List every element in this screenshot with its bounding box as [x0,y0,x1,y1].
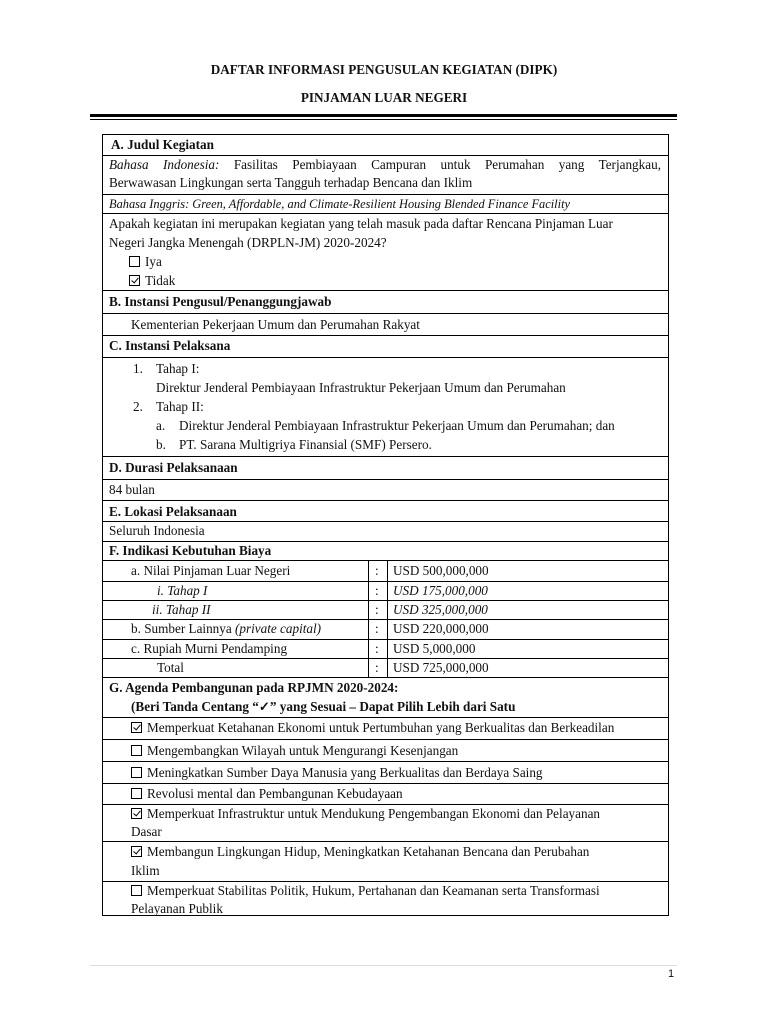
cost-label-stage2: ii. Tahap II [152,602,211,617]
agenda-item-7[interactable] [131,883,600,899]
agenda-item-2[interactable] [131,743,458,759]
cost-row-stage2 [103,600,668,620]
agenda-checkbox-checked[interactable] [131,846,142,857]
cost-row-stage1 [103,581,668,601]
agenda-item [103,841,668,881]
agenda-checkbox[interactable] [131,745,142,756]
agenda-item-label: Memperkuat Stabilitas Politik, Hukum, Pertahanan dan Keamanan serta Transformasi [147,883,600,898]
header-rule-thick [90,114,677,117]
stage2-item-a-marker: a. [156,418,166,433]
cost-label-other [131,621,321,637]
cost-colon: : [375,602,379,617]
section-a-heading: A. Judul Kegiatan [111,137,214,152]
drpln-question-line2: Negeri Jangka Menengah (DRPLN-JM) 2020-2024? [109,235,387,250]
agenda-checkbox[interactable] [131,767,142,778]
agenda-checkbox[interactable] [131,885,142,896]
stage2-item-a: Direktur Jenderal Pembiayaan Infrastruktur Pekerjaan Umum dan Perumahan; dan [179,418,615,433]
section-e-heading: E. Lokasi Pelaksanaan [109,504,237,519]
section-f-heading-row [103,541,668,560]
footer-rule [90,965,677,966]
section-g-heading: G. Agenda Pembangunan pada RPJMN 2020-2024: [109,680,399,695]
dipk-table [102,134,669,916]
cost-label-stage1: i. Tahap I [157,583,208,598]
agenda-item-label: Meningkatkan Sumber Daya Manusia yang Berkualitas dan Berdaya Saing [147,765,543,780]
section-g-instruction: (Beri Tanda Centang “✓” yang Sesuai – Dapat Pilih Lebih dari Satu [131,699,516,714]
cost-colon: : [375,621,379,636]
agenda-item-label: Memperkuat Infrastruktur untuk Mendukung Pengembangan Ekonomi dan Pelayanan [147,806,601,821]
stage2-number: 2. [133,399,143,414]
cost-value-loan: USD 500,000,000 [393,563,489,578]
agenda-item-6-line2: Iklim [131,863,160,878]
english-title: Bahasa Inggris: Green, Affordable, and Climate-Resilient Housing Blended Finance Facility [109,197,571,211]
section-d-heading: D. Durasi Pelaksanaan [109,460,238,475]
indonesian-title-line2: Berwawasan Lingkungan serta Tangguh terhadap Bencana dan Iklim [109,175,473,190]
section-c-heading-row [103,335,668,357]
agenda-item-5[interactable] [131,806,600,822]
stage1-executor: Direktur Jenderal Pembiayaan Infrastruktur Pekerjaan Umum dan Perumahan [156,380,566,395]
agenda-checkbox-checked[interactable] [131,808,142,819]
indonesian-title-line1 [109,157,661,173]
cost-colon: : [375,583,379,598]
drpln-question-line1: Apakah kegiatan ini merupakan kegiatan yang telah masuk pada daftar Rencana Pinjaman Luar [109,216,613,231]
stage2-item-b-marker: b. [156,437,166,452]
page-number: 1 [668,968,675,980]
agenda-item [103,761,668,783]
proposing-agency: Kementerian Pekerjaan Umum dan Perumahan Rakyat [131,317,420,332]
section-d-value-row [103,479,668,500]
cost-value-total: USD 725,000,000 [393,660,489,675]
agenda-item-6[interactable] [131,844,589,860]
section-a-indonesian-row [103,155,668,194]
agenda-item-label: Membangun Lingkungan Hidup, Meningkatkan Ketahanan Bencana dan Perubahan [147,844,590,859]
cost-row-loan [103,561,668,581]
section-f-heading-text: F. Indikasi Kebutuhan Biaya [109,543,272,558]
duration-value: 84 bulan [109,482,155,497]
stage1-label: Tahap I: [156,361,200,376]
section-e-value-row [103,521,668,541]
location-value: Seluruh Indonesia [109,523,205,538]
cost-label-loan: a. Nilai Pinjaman Luar Negeri [131,563,291,578]
section-b-heading: B. Instansi Pengusul/Penanggungjawab [109,294,332,309]
agenda-item-1[interactable] [131,720,614,736]
agenda-item [103,717,668,739]
section-b-value-row [103,313,668,335]
section-a-heading-row [103,135,668,155]
agenda-item [103,881,668,916]
cost-value-rupiah: USD 5,000,000 [393,641,476,656]
agenda-item-7-line2: Pelayanan Publik [131,901,223,916]
cost-row-rupiah [103,639,668,659]
document-subtitle: PINJAMAN LUAR NEGERI [300,90,468,105]
cost-colon: : [375,563,379,578]
cost-row-total [103,658,668,678]
stage1-number: 1. [133,361,143,376]
cost-label-other-italic: (private capital) [235,621,322,636]
section-c-content-row [103,357,668,456]
section-d-heading-row [103,456,668,479]
cost-label-rupiah: c. Rupiah Murni Pendamping [131,641,288,656]
agenda-item-4[interactable] [131,786,403,802]
document-title: DAFTAR INFORMASI PENGUSULAN KEGIATAN (DIPK) [210,62,558,77]
indonesian-title-text: Fasilitas Pembiayaan Campuran untuk Perumahan yang Terjangkau, [233,157,661,172]
agenda-item [103,804,668,841]
cost-label-total: Total [157,660,184,675]
section-e-heading-row [103,500,668,521]
agenda-item-label: Mengembangkan Wilayah untuk Mengurangi Kesenjangan [147,743,459,758]
agenda-item-5-line2: Dasar [131,824,162,839]
agenda-item-label: Memperkuat Ketahanan Ekonomi untuk Pertumbuhan yang Berkualitas dan Berkeadilan [147,720,615,735]
cost-row-other [103,619,668,639]
section-b-heading-row [103,290,668,313]
agenda-checkbox[interactable] [131,788,142,799]
indonesian-label: Bahasa Indonesia: [109,157,220,172]
section-a-question-row [103,213,668,290]
section-g-heading-row [103,677,668,717]
stage2-label: Tahap II: [156,399,204,414]
stage2-item-b: PT. Sarana Multigriya Finansial (SMF) Persero. [179,437,432,452]
cost-label-other-text: b. Sumber Lainnya [131,621,232,636]
agenda-item [103,783,668,804]
cost-value-other: USD 220,000,000 [393,621,489,636]
section-a-english-row [103,194,668,213]
section-c-heading: C. Instansi Pelaksana [109,338,231,353]
agenda-item [103,739,668,761]
header-rule-thin [90,119,677,120]
option-no[interactable] [129,273,175,289]
agenda-item-label: Revolusi mental dan Pembangunan Kebudayaan [147,786,403,801]
cost-value-stage2: USD 325,000,000 [393,602,488,617]
option-no-label: Tidak [145,273,176,288]
cost-colon: : [375,660,379,675]
checkbox-yes[interactable] [129,256,140,267]
option-yes-label: Iya [145,254,162,269]
cost-value-stage1: USD 175,000,000 [393,583,488,598]
agenda-checkbox-checked[interactable] [131,722,142,733]
checkbox-no-checked[interactable] [129,275,140,286]
cost-table [103,560,668,677]
option-yes[interactable] [129,254,162,270]
cost-colon: : [375,641,379,656]
agenda-item-3[interactable] [131,765,543,781]
